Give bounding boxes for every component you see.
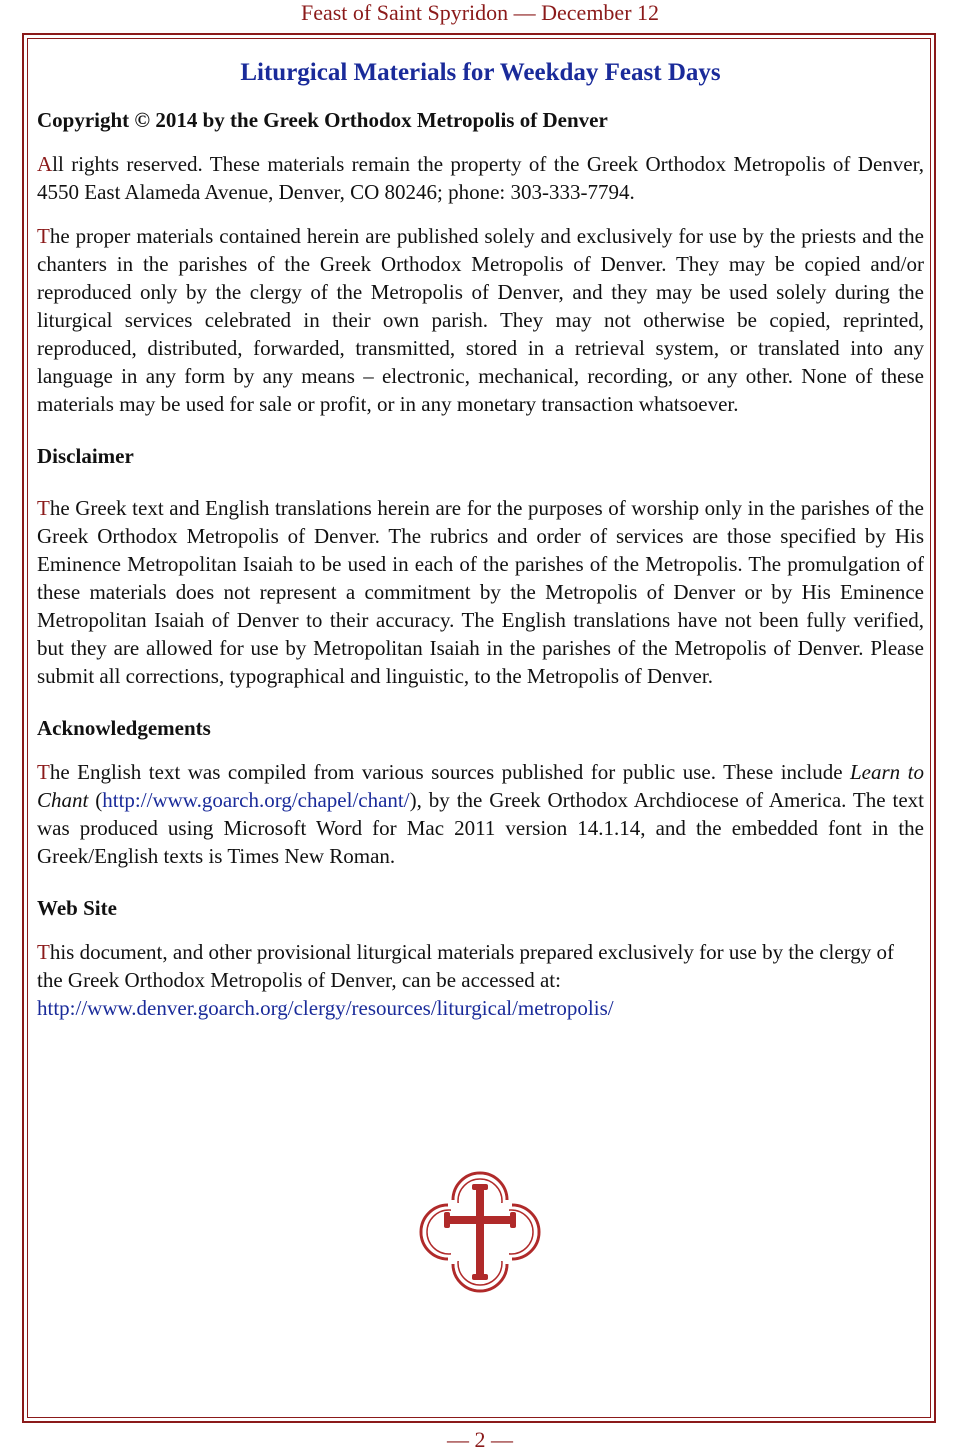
running-header: Feast of Saint Spyridon — December 12 [300,0,660,25]
disclaimer-heading: Disclaimer [37,444,134,468]
rights-paragraph [37,150,924,206]
cross-quatrefoil-icon [418,1170,542,1294]
copyright-line: Copyright © 2014 by the Greek Orthodox Metropolis of Denver [37,108,608,132]
ack-text-2: ), by the Greek Orthodox Archdiocese of America. The text was produced using Microsoft Word for Mac 2011 version 14.1.14, and the embedded font in the Greek/English texts is Times New Roman. [37,788,924,868]
goarch-chant-link[interactable]: http://www.goarch.org/chapel/chant/ [102,788,410,812]
drop-letter: T [37,940,50,964]
usage-text: he proper materials contained herein are published solely and exclusively for use by the priests and the chanters in the parishes of the Greek Orthodox Metropolis of Denver. They may be copied and/or reproduced only by the clergy of the Metropolis of Denver, and they may be used solely during the liturgical services celebrated in their own parish. They may not otherwise be copied, reprinted, reproduced, distributed, forwarded, transmitted, stored in a retrieval system, or translated into any language in any form by any means – electronic, mechanical, recording, or any other. None of these materials may be used for sale or profit, or in any monetary transaction whatsoever. [37,224,924,416]
page-number: — 2 — [447,1427,513,1452]
drop-letter: T [37,496,50,520]
web-site-paragraph [37,938,924,1022]
disclaimer-text: he Greek text and English translations herein are for the purposes of worship only in the parishes of the Greek Orthodox Metropolis of Denver. The rubrics and order of services are those specified by His Eminence Metropolitan Isaiah to be used in each of the parishes of the Metropolis. The promulgation of these materials does not represent a commitment by the Metropolis of Denver or by His Eminence Metropolitan Isaiah of Denver to their accuracy. The English translations have not been fully verified, but they are allowed for use by Metropolitan Isaiah in the parishes of the Metropolis of Denver. Please submit all corrections, typographical and linguistic, to the Metropolis of Denver. [37,496,924,688]
usage-paragraph [37,222,924,418]
disclaimer-paragraph [37,494,924,690]
drop-letter: T [37,224,50,248]
learn-to-chant-title: Learn to Chant [37,760,924,812]
page-content [37,50,924,1022]
acknowledgements-heading: Acknowledgements [37,716,211,740]
ack-text-1: he English text was compiled from various sources published for public use. These include [49,760,850,784]
web-site-heading: Web Site [37,896,117,920]
ack-paren-open: ( [88,788,103,812]
document-title: Liturgical Materials for Weekday Feast Days [240,59,721,86]
rights-text: ll rights reserved. These materials remain the property of the Greek Orthodox Metropolis of Denver, 4550 East Alameda Avenue, Denver, CO 80246; phone: 303-333-7794. [37,152,924,204]
drop-letter: T [37,760,50,784]
web-site-text: his document, and other provisional liturgical materials prepared exclusively for use by the clergy of the Greek Orthodox Metropolis of Denver, can be accessed at: [37,940,895,992]
denver-liturgical-link[interactable]: http://www.denver.goarch.org/clergy/resources/liturgical/metropolis/ [37,996,614,1020]
drop-letter: A [37,152,53,176]
acknowledgements-paragraph [37,758,924,870]
